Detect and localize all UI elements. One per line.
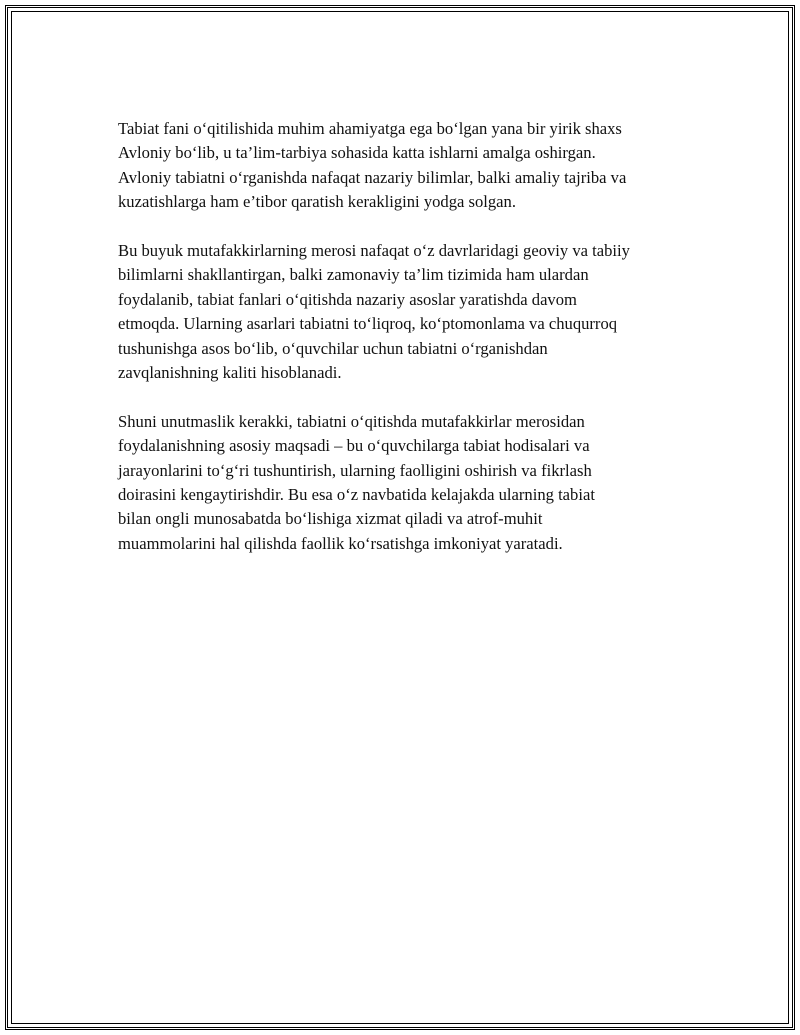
paragraph-2 xyxy=(118,239,698,385)
text-line: Tabiat fani o‘qitilishida muhim ahamiyatga ega bo‘lgan yana bir yirik shaxs xyxy=(118,119,622,138)
text-line: muammolarini hal qilishda faollik ko‘rsatishga imkoniyat yaratadi. xyxy=(118,533,563,553)
text-line: Bu buyuk mutafakkirlarning merosi nafaqat o‘z davrlaridagi geoviy va tabiiy xyxy=(118,241,630,261)
text-line: zavqlanishning kaliti hisoblanadi. xyxy=(118,363,342,383)
text-line: foydalanishning asosiy maqsadi – bu o‘quvchilarga tabiat hodisalari va xyxy=(118,436,590,456)
text-line: bilan ongli munosabatda bo‘lishiga xizmat qiladi va atrof-muhit xyxy=(118,509,543,529)
text-line: tushunishga asos bo‘lib, o‘quvchilar uchun tabiatni o‘rganishdan xyxy=(118,338,548,358)
text-line: Avloniy tabiatni o‘rganishda nafaqat nazariy bilimlar, balki amaliy tajriba va xyxy=(118,167,627,187)
text-line: bilimlarni shakllantirgan, balki zamonaviy ta’lim tizimida ham ulardan xyxy=(118,265,589,285)
text-line: jarayonlarini to‘g‘ri tushuntirish, ularning faolligini oshirish va fikrlash xyxy=(118,460,592,480)
text-line: doirasini kengaytirishdir. Bu esa o‘z navbatida kelajakda ularning tabiat xyxy=(118,485,595,505)
paragraph-3 xyxy=(118,410,698,556)
paragraph-1 xyxy=(118,117,698,215)
text-line: kuzatishlarga ham e’tibor qaratish kerakligini yodga solgan. xyxy=(118,192,516,212)
document-body xyxy=(118,117,698,581)
text-line: Avloniy bo‘lib, u ta’lim-tarbiya sohasida katta ishlarni amalga oshirgan. xyxy=(118,143,596,163)
text-line: Shuni unutmaslik kerakki, tabiatni o‘qitishda mutafakkirlar merosidan xyxy=(118,411,585,431)
text-line: foydalanib, tabiat fanlari o‘qitishda nazariy asoslar yaratishda davom xyxy=(118,289,577,309)
text-line: etmoqda. Ularning asarlari tabiatni to‘liqroq, ko‘ptomonlama va chuqurroq xyxy=(118,314,618,334)
